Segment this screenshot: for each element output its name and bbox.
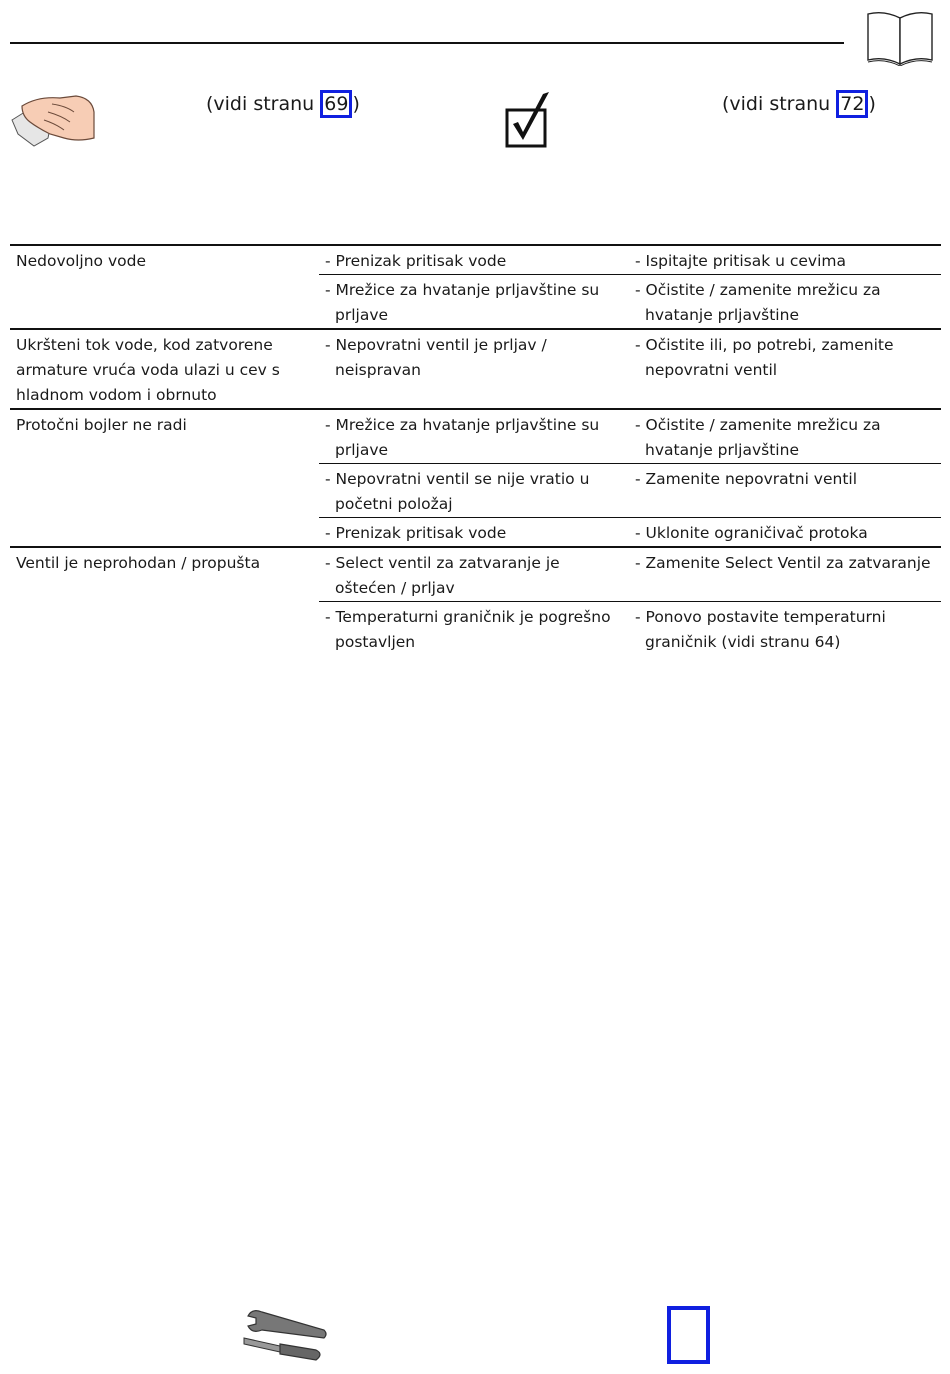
problem-cell: Nedovoljno vode (10, 245, 319, 329)
problem-cell: Protočni bojler ne radi (10, 409, 319, 547)
remedy-text: - Ispitajte pritisak u cevima (635, 252, 846, 270)
remedy-text: - Zamenite nepovratni ventil (635, 470, 858, 488)
header-rule (10, 42, 844, 44)
table-row (10, 329, 941, 409)
hand-cleaning-icon (8, 88, 98, 150)
table-row (10, 409, 941, 464)
remedy-text: - Očistite ili, po potrebi, zamenite nepovratni ventil (635, 336, 894, 379)
reference-prefix: (vidi stranu (206, 93, 321, 115)
page-reference-link[interactable]: 69 (320, 90, 352, 118)
highlight-box (667, 1306, 710, 1364)
problem-cell: Ukršteni tok vode, kod zatvorene armature vruća voda ulazi u cev s hladnom vodom i obrnuto (10, 329, 319, 409)
page-reference-left (206, 90, 360, 118)
remedy-text: - Zamenite Select Ventil za zatvaranje (635, 554, 931, 572)
page-reference-right (722, 90, 876, 118)
reference-prefix: (vidi stranu (722, 93, 837, 115)
problem-cell: Ventil je neprohodan / propušta (10, 547, 319, 655)
remedy-text: - Očistite / zamenite mrežicu za hvatanje prljavštine (635, 416, 881, 459)
table-row (10, 547, 941, 602)
page-reference-link[interactable]: 72 (836, 90, 868, 118)
cause-text: - Prenizak pritisak vode (325, 524, 507, 542)
cause-text: - Temperaturni graničnik je pogrešno postavljen (325, 608, 611, 651)
troubleshooting-table (10, 244, 941, 655)
table-row (10, 245, 941, 275)
cause-text: - Mrežice za hvatanje prljavštine su prljave (325, 416, 600, 459)
book-icon (866, 10, 934, 66)
cause-text: - Mrežice za hvatanje prljavštine su prljave (325, 281, 600, 324)
cause-text: - Select ventil za zatvaranje je oštećen / prljav (325, 554, 560, 597)
wrench-screwdriver-icon (240, 1304, 330, 1366)
cause-text: - Prenizak pritisak vode (325, 252, 507, 270)
remedy-text: - Uklonite ograničivač protoka (635, 524, 868, 542)
cause-text: - Nepovratni ventil je prljav / neispravan (325, 336, 547, 379)
remedy-text: - Ponovo postavite temperaturni graničnik (vidi stranu 64) (635, 608, 886, 651)
checkbox-check-icon (503, 90, 555, 150)
remedy-text: - Očistite / zamenite mrežicu za hvatanje prljavštine (635, 281, 881, 324)
cause-text: - Nepovratni ventil se nije vratio u početni položaj (325, 470, 590, 513)
reference-suffix: ) (868, 93, 876, 115)
reference-suffix: ) (352, 93, 360, 115)
